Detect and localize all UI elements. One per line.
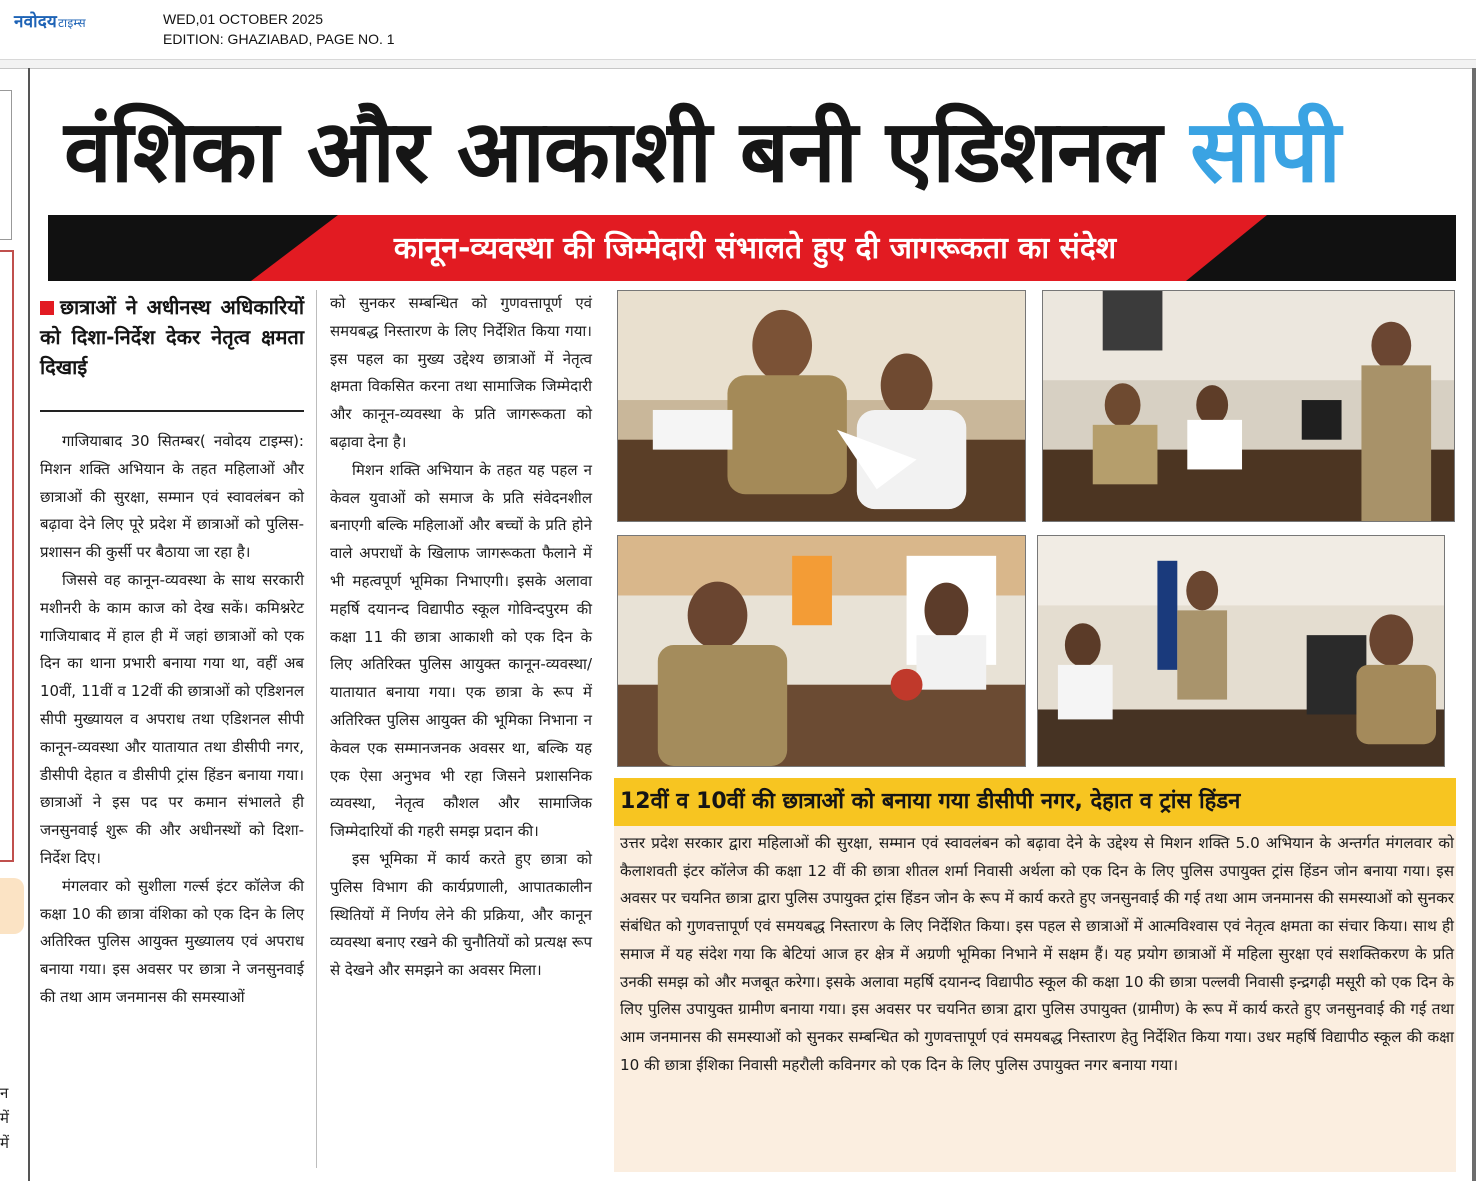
edition-meta (163, 9, 395, 49)
newspaper-logo[interactable] (14, 9, 86, 32)
bullet-square-icon (40, 301, 54, 315)
subhead: कानून-व्यवस्था की जिम्मेदारी संभालते हुए दी जागरूकता का संदेश (393, 231, 1117, 266)
sidebar-box-body: उत्तर प्रदेश सरकार द्वारा महिलाओं की सुरक्षा, सम्मान एवं स्वावलंबन को बढ़ावा देने के उद्देश्य से मिशन शक्ति 5.0 अभियान के अन्तर्गत मंगलवार को कैलाशवती इंटर कॉलेज की कक्षा 12 वीं की छात्रा शीतल शर्मा निवासी अर्थला को एक दिन के लिए पुलिस उपायुक्त ट्रांस हिंडन जोन बनाया गया। इस अवसर पर चयनित छात्रा द्वारा पुलिस उपायुक्त ट्रांस हिंडन जोन के रूप में कार्य करते हुए जनसुनवाई की गई तथा आम जनमानस की समस्याओं को सुनकर संबंधित को गुणवत्तापूर्ण एवं समयबद्ध निस्तारण के लिए निर्देशित किया। इस पहल से छात्राओं में आत्मविश्वास एवं नेतृत्व क्षमता का संचार किया। साथ ही समाज में यह संदेश गया कि बेटियां आज हर क्षेत्र में अग्रणी भूमिका निभाने में सक्षम हैं। यह प्रयोग छात्राओं में महिला सुरक्षा एवं सशक्तिकरण के प्रति उनकी समझ को और मजबूत करेगा। इसके अलावा महर्षि दयानन्द विद्यापीठ स्कूल की कक्षा 10 की छात्रा पल्लवी निवासी इन्द्रगढ़ी मसूरी को एक दिन के लिए पुलिस उपायुक्त ग्रामीण बनाया गया। इस अवसर पर चयनित छात्रा द्वारा पुलिस उपायुक्त (ग्रामीण) के रूप में कार्य करते हुए जनसुनवाई की गई तथा आम जनमानस की समस्याओं को सुनकर सम्बन्धित को गुणवत्तापूर्ण एवं समयबद्ध निस्तारण हेतु निर्देशित किया गया। उधर महर्षि विद्यापीठ स्कूल की कक्षा 10 की छात्रा ईशिका निवासी महरौली कविनगर को एक दिन के लिए पुलिस उपायुक्त नगर बनाया गया। (620, 834, 1454, 1074)
paragraph: गाजियाबाद 30 सितम्बर( नवोदय टाइम्स): मिशन शक्ति अभियान के तहत महिलाओं और छात्राओं की सुरक्षा, सम्मान एवं स्वावलंबन को बढ़ावा देने लिए पूरे प्रदेश में छात्राओं को पुलिस-प्रशासन की कुर्सी पर बैठाया जा रहा है। (40, 432, 304, 562)
article-column-1 (40, 428, 304, 1168)
adjacent-fragment: में (0, 1109, 9, 1127)
headline (64, 92, 1444, 212)
edition-line: EDITION: GHAZIABAD, PAGE NO. 1 (163, 31, 395, 47)
headline-main: वंशिका और आकाशी बनी एडिशनल (64, 102, 1162, 202)
sidebar-box-title: 12वीं व 10वीं की छात्राओं को बनाया गया डीसीपी नगर, देहात व ट्रांस हिंडन (614, 778, 1456, 826)
adjacent-page-sliver (0, 68, 30, 1181)
kicker (40, 292, 304, 412)
headline-accent: सीपी (1190, 102, 1340, 202)
adjacent-fragment: में (0, 1134, 9, 1152)
paragraph: को सुनकर सम्बन्धित को गुणवत्तापूर्ण एवं समयबद्ध निस्तारण के लिए निर्देशित किया गया। इस पहल का मुख्य उद्देश्य छात्राओं में नेतृत्व क्षमता विकसित करना तथा सामाजिक जिम्मेदारी और कानून-व्यवस्था के प्रति जागरूकता को बढ़ावा देना है। (330, 294, 592, 451)
paragraph: मिशन शक्ति अभियान के तहत यह पहल न केवल युवाओं को समाज के प्रति संवेदनशील बनाएगी बल्कि महिलाओं और बच्चों के प्रति होने वाले अपराधों के खिलाफ जागरूकता फैलाने में भी महत्वपूर्ण भूमिका निभाएगी। इसके अलावा महर्षि दयानन्द विद्यापीठ स्कूल गोविन्दपुरम की कक्षा 11 की छात्रा आकाशी को एक दिन के लिए अतिरिक्त पुलिस आयुक्त कानून-व्यवस्था/यातायात बनाया गया। एक छात्रा के रूप में अतिरिक्त पुलिस आयुक्त की भूमिका निभाना न केवल एक सम्मानजनक अवसर था, बल्कि यह एक ऐसा अनुभव भी रहा जिसने प्रशासनिक व्यवस्था, नेतृत्व कौशल और सामाजिक जिम्मेदारियों की गहरी समझ प्रदान की। (330, 460, 592, 841)
date-line: WED,01 OCTOBER 2025 (163, 11, 324, 27)
photo-officer-with-student-3 (617, 535, 1026, 767)
kicker-text: छात्राओं ने अधीनस्थ अधिकारियों को दिशा-निर्देश देकर नेतृत्व क्षमता दिखाई (40, 295, 304, 379)
logo-main: नवोदय (14, 12, 57, 32)
column-divider (316, 290, 317, 1168)
paragraph: मंगलवार को सुशीला गर्ल्स इंटर कॉलेज की कक्षा 10 की छात्रा वंशिका को एक दिन के लिए अतिरिक्त पुलिस आयुक्त मुख्यालय एवं अपराध बनाया गया। इस अवसर पर छात्रा ने जनसुनवाई की तथा आम जनमानस की समस्याओं (40, 876, 304, 1006)
adjacent-bubble (0, 878, 24, 934)
epaper-header (0, 0, 1476, 60)
adjacent-red-box (0, 250, 14, 862)
header-separator (0, 60, 1476, 68)
paragraph: जिससे वह कानून-व्यवस्था के साथ सरकारी मशीनरी के काम काज को देख सकें। कमिश्नरेट गाजियाबाद में हाल ही में जहां छात्राओं को एक दिन का थाना प्रभारी बनाया गया था, वहीं अब 10वीं, 11वीं व 12वीं की छात्राओं को एडिशनल सीपी मुख्यायल व अपराध तथा एडिशनल सीपी कानून-व्यवस्था और यातायात तथा डीसीपी नगर, डीसीपी देहात व डीसीपी ट्रांस हिंडन बनाया गया। छात्राओं ने इस पद पर कमान संभालते ही जनसुनवाई शुरू की और अधीनस्थों को दिशा-निर्देश दिए। (40, 570, 304, 867)
photo-officer-with-student-2 (1042, 290, 1455, 522)
page-edge (1472, 68, 1476, 1181)
paragraph: इस भूमिका में कार्य करते हुए छात्रा को पुलिस विभाग की कार्यप्रणाली, आपातकालीन स्थितियों में निर्णय लेने की प्रक्रिया, और कानून व्यवस्था बनाए रखने की चुनौतियों को प्रत्यक्ष रूप से देखने और समझने का अवसर मिला। (330, 849, 592, 980)
logo-small: टाइम्स (57, 16, 86, 30)
adjacent-box (0, 90, 12, 240)
photo-officer-with-student-4 (1037, 535, 1445, 767)
photo-officer-with-student-1 (617, 290, 1026, 522)
adjacent-fragment: न (0, 1084, 9, 1102)
article-column-2 (330, 290, 592, 1170)
